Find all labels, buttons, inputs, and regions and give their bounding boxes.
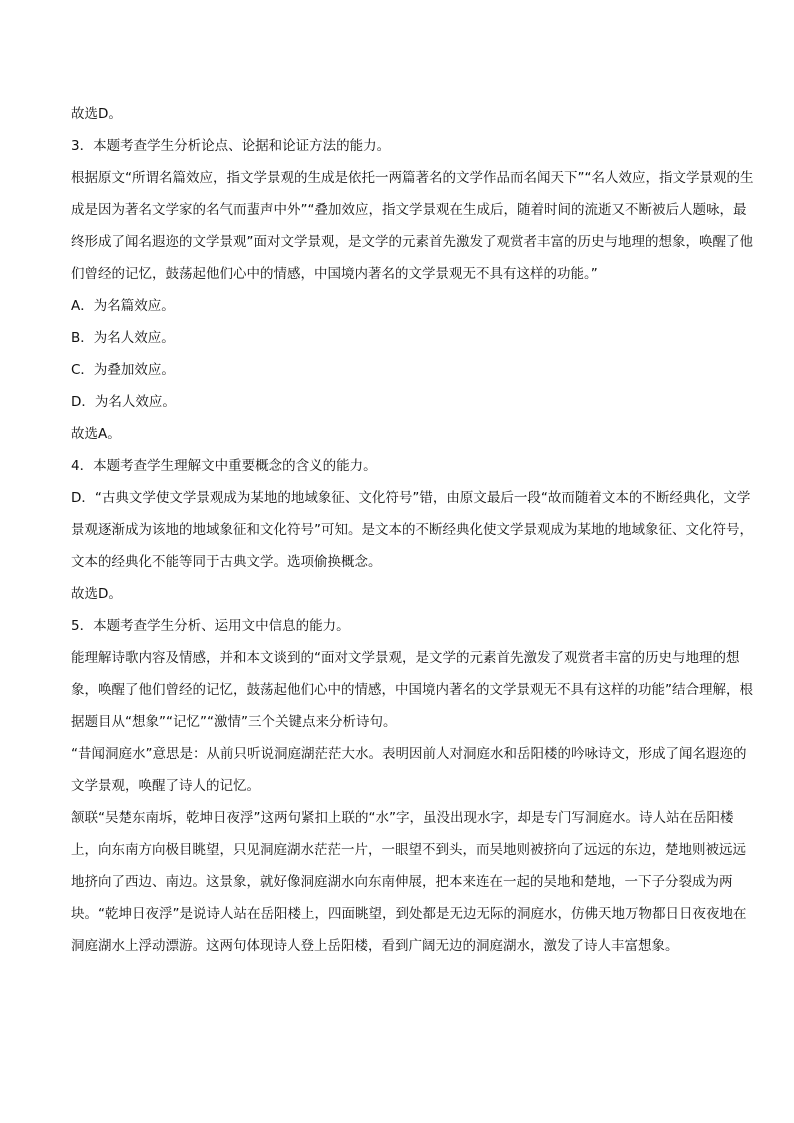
answer-paragraph: 3．本题考查学生分析论点、论据和论证方法的能力。 <box>71 138 391 154</box>
answer-paragraph: D．为名人效应。 <box>71 394 176 410</box>
answer-paragraph: 故选D。 <box>71 106 122 122</box>
answer-paragraph: 5．本题考查学生分析、运用文中信息的能力。 <box>71 618 350 634</box>
answer-paragraph: A．为名篇效应。 <box>71 298 175 314</box>
answer-paragraph: 根据原文“所谓名篇效应，指文学景观的生成是依托一两篇著名的文学作品而名闻天下”“名人效应，指文学景观的生成是因为著名文学家的名气而蜚声中外”“叠加效应，指文学景观在生成后，随着时间的流逝又不断被后人题咏，最终形成了闻名遐迩的文学景观”面对文学景观，是文学的元素首先激发了观赏者丰富的历史与地理的想象，唤醒了他们曾经的记忆，鼓荡起他们心中的情感，中国境内著名的文学景观无不具有这样的功能。” <box>71 170 754 282</box>
answer-paragraph: 能理解诗歌内容及情感，并和本文谈到的“面对文学景观，是文学的元素首先激发了观赏者丰富的历史与地理的想象，唤醒了他们曾经的记忆，鼓荡起他们心中的情感，中国境内著名的文学景观无不具有这样的功能”结合理解，根据题目从“想象”“记忆”“激情”三个关键点来分析诗句。 <box>71 650 753 730</box>
answer-paragraph: C．为叠加效应。 <box>71 362 175 378</box>
answer-paragraph: 4．本题考查学生理解文中重要概念的含义的能力。 <box>71 458 377 474</box>
answer-paragraph: 颔联“吴楚东南坼，乾坤日夜浮”这两句紧扣上联的“水”字，虽没出现水字，却是专门写洞庭水。诗人站在岳阳楼上，向东南方向极目眺望，只见洞庭湖水茫茫一片，一眼望不到头，而吴地则被挤向了远远的东边，楚地则被远远地挤向了西边、南边。这景象，就好像洞庭湖水向东南伸展，把本来连在一起的吴地和楚地，一下子分裂成为两块。“乾坤日夜浮”是说诗人站在岳阳楼上，四面眺望，到处都是无边无际的洞庭水，仿佛天地万物都日日夜夜地在洞庭湖水上浮动漂游。这两句体现诗人登上岳阳楼，看到广阔无边的洞庭湖水，激发了诗人丰富想象。 <box>71 810 747 954</box>
answer-paragraph: B．为名人效应。 <box>71 330 175 346</box>
answer-paragraph: 故选A。 <box>71 426 121 442</box>
answer-paragraph: D．“古典文学使文学景观成为某地的地域象征、文化符号”错，由原文最后一段“故而随着文本的不断经典化，文学景观逐渐成为该地的地域象征和文化符号”可知。是文本的不断经典化使文学景观成为某地的地域象征、文化符号，文本的经典化不能等同于古典文学。选项偷换概念。 <box>71 490 753 570</box>
answer-paragraph: 故选D。 <box>71 586 122 602</box>
answer-paragraph: “昔闻洞庭水”意思是：从前只听说洞庭湖茫茫大水。表明因前人对洞庭水和岳阳楼的吟咏诗文，形成了闻名遐迩的文学景观，唤醒了诗人的记忆。 <box>71 746 747 794</box>
